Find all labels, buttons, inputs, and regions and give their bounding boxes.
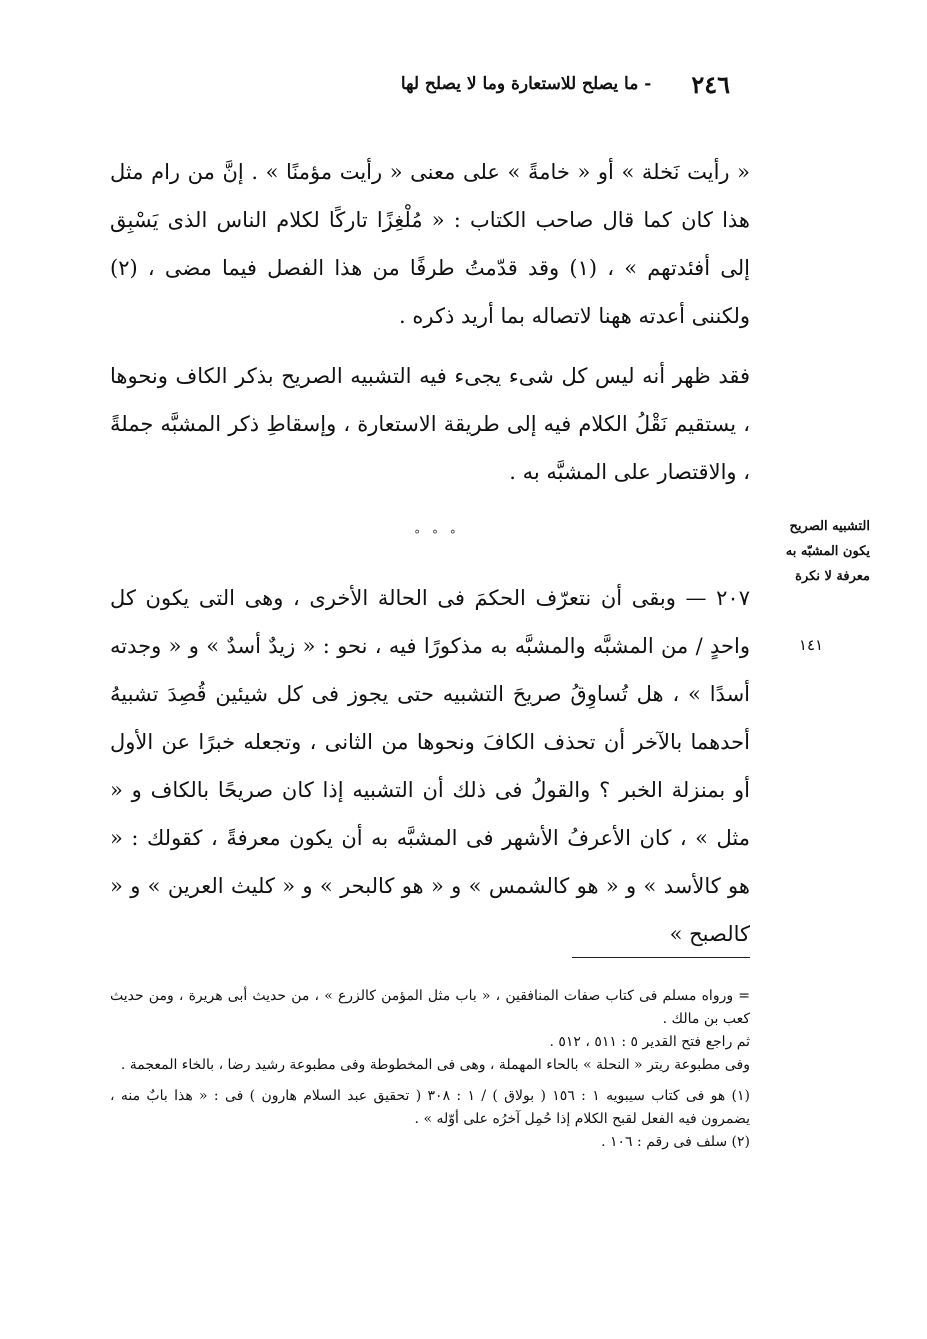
margin-note bbox=[770, 514, 870, 589]
section-separator: ° ° ° bbox=[414, 528, 460, 542]
paragraph-text: فقد ظهر أنه ليس كل شىء يجىء فيه التشبيه الصريح بذكر الكاف ونحوها ، يستقيم نَقْلُ الكلام فيه إلى طريقة الاستعارة ، وإسقاطِ ذكر المشبَّه جملةً ، والاقتصار على المشبَّه به . bbox=[110, 364, 750, 484]
margin-page-number: ١٤١ bbox=[798, 636, 824, 654]
margin-note-line: معرفة لا نكرة bbox=[795, 569, 870, 584]
footnote-line: وفى مطبوعة ريتر « النحلة » بالحاء المهملة ، وهى فى المخطوطة وفى مطبوعة رشيد رضا ، بالخاء المعجمة . bbox=[120, 1057, 750, 1073]
running-title: - ما يصلح للاستعارة وما لا يصلح لها bbox=[400, 74, 652, 94]
body-paragraph bbox=[110, 352, 750, 496]
footnote-line: = ورواه مسلم فى كتاب صفات المنافقين ، « باب مثل المؤمن كالزرع » ، من حديث أبى هريرة ، ومن حديث كعب بن مالك . bbox=[110, 988, 750, 1027]
footnote-gap bbox=[110, 1077, 750, 1085]
paragraph-text: ٢٠٧ — وبقى أن نتعرّف الحكمَ فى الحالة الأخرى ، وهى التى يكون كل واحدٍ / من المشبَّه والمشبَّه به مذكورًا فيه ، نحو : « زيدٌ أسدٌ » و « وجدته أسدًا » ، هل تُساوِقُ صريحَ التشبيه حتى يجوز فى كل شيئين قُصِدَ تشبيهُ أحدهما بالآخر أن تحذف الكافَ ونحوها من الثانى ، وتجعله خبرًا عن الأول أو بمنزلة الخبر ؟ والقولُ فى ذلك أن التشبيه إذا كان صريحًا بالكاف و « مثل » ، كان الأعرفُ الأشهر فى المشبَّه به أن يكون معرفةً ، كقولك : « هو كالأسد » و « هو كالشمس » و « هو كالبحر » و « كليث العرين » و « كالصبح » bbox=[110, 586, 750, 946]
paragraph-text: « رأيت نَخلة » أو « خامةً » على معنى « رأيت مؤمنًا » . إنَّ من رام مثل هذا كان كما قال صاحب الكتاب : « مُلْغِزًا تاركًا لكلام الناس الذى يَسْبِق إلى أفئدتهم » ، (١) وقد قدّمتُ طرفًا من هذا الفصل فيما مضى ، (٢) ولكننى أعدته ههنا لاتصاله بما أريد ذكره . bbox=[110, 160, 750, 328]
body-paragraph bbox=[110, 148, 750, 340]
margin-note-line: يكون المشبّه به bbox=[785, 544, 870, 559]
body-paragraph bbox=[110, 574, 750, 958]
footnote-divider bbox=[572, 957, 750, 958]
footnote-line: (٢) سلف فى رقم : ١٠٦ . bbox=[601, 1134, 750, 1150]
footnote-line: (١) هو فى كتاب سيبويه ١ : ١٥٦ ( بولاق ) / ١ : ٣٠٨ ( تحقيق عبد السلام هارون ) فى : « هذا بابٌ منه ، يضمرون فيه الفعل لقبح الكلام إذا حُمِل آخرُه على أوّله » . bbox=[110, 1088, 751, 1127]
footnotes bbox=[110, 985, 750, 1154]
page-header bbox=[300, 66, 730, 102]
page-number: ٢٤٦ bbox=[691, 69, 730, 99]
footnote-line: ثم راجع فتح القدير ٥ : ٥١١ ، ٥١٢ . bbox=[549, 1034, 750, 1050]
margin-note-line: التشبيه الصريح bbox=[789, 519, 870, 534]
